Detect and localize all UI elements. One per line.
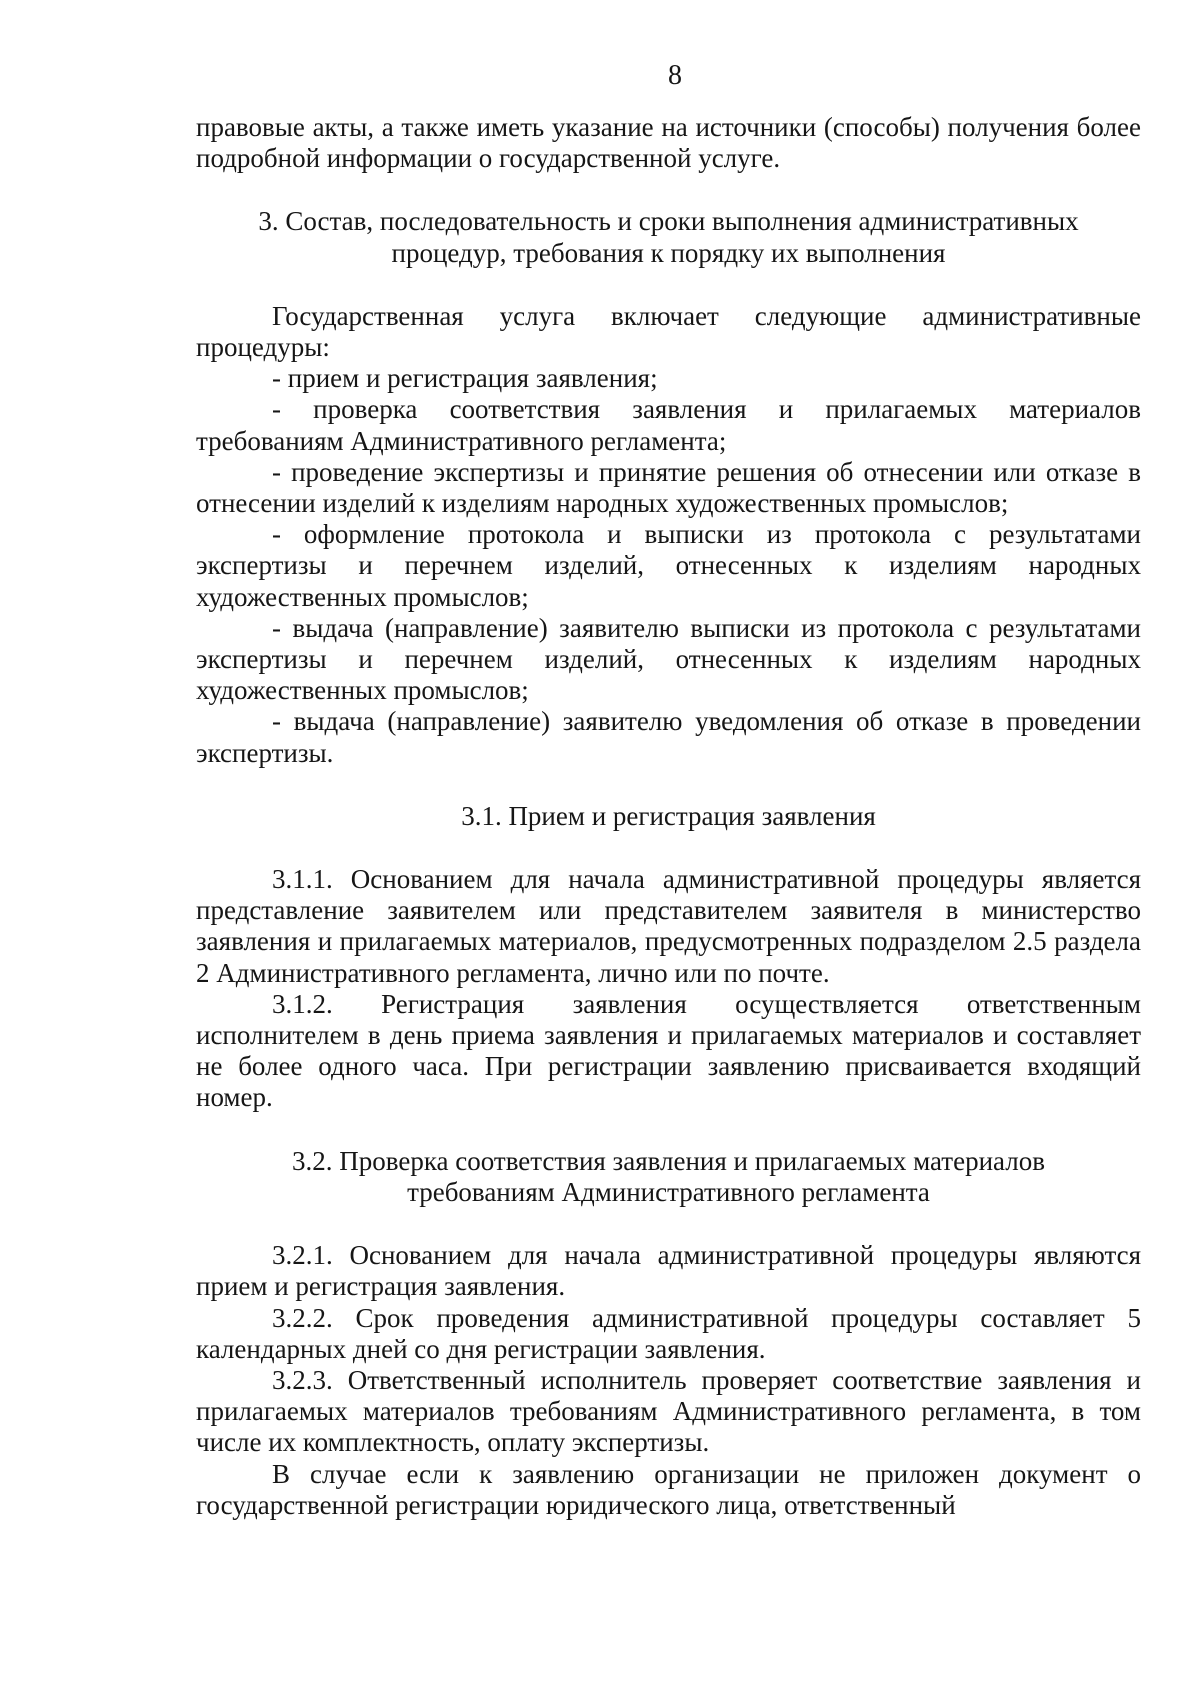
section-3-heading-line-1: 3. Состав, последовательность и сроки выполнения административных: [258, 206, 1079, 237]
procedure-item: - выдача (направление) заявителю выписки из протокола с результатами экспертизы и перечнем изделий, отнесенных к изделиям народных художественных промыслов;: [196, 612, 1141, 706]
intro-paragraph: правовые акты, а также иметь указание на источники (способы) получения более подробной информации о государственной услуге.: [196, 112, 1141, 174]
page-number: 8: [668, 60, 682, 91]
section-3-1-heading: 3.1. Прием и регистрация заявления: [461, 800, 876, 831]
section-3-2-paragraph: В случае если к заявлению организации не приложен документ о государственной регистрации юридического лица, ответственный: [196, 1458, 1141, 1520]
section-3-2-paragraph: 3.2.3. Ответственный исполнитель проверяет соответствие заявления и прилагаемых материалов требованиям Административного регламента, в том числе их комплектность, оплату экспертизы.: [196, 1364, 1141, 1458]
procedure-item: - оформление протокола и выписки из протокола с результатами экспертизы и перечнем изделий, отнесенных к изделиям народных художественных промыслов;: [196, 519, 1141, 612]
procedure-item: - выдача (направление) заявителю уведомления об отказе в проведении экспертизы.: [196, 706, 1141, 768]
procedure-item: - проведение экспертизы и принятие решения об отнесении или отказе в отнесении изделий к изделиям народных художественных промыслов;: [196, 456, 1141, 519]
procedure-item: - проверка соответствия заявления и прилагаемых материалов требованиям Административного регламента;: [196, 394, 1141, 456]
section-3-lead: Государственная услуга включает следующие административные процедуры:: [196, 300, 1141, 363]
document-body: [196, 112, 1141, 1521]
section-3-1-paragraph: 3.1.2. Регистрация заявления осуществляется ответственным исполнителем в день приема заявления и прилагаемых материалов и составляет не более одного часа. При регистрации заявлению присваивается входящий номер.: [196, 988, 1141, 1113]
section-3-2-heading-line-2: требованиям Административного регламента: [407, 1176, 930, 1207]
section-3-2-heading-line-1: 3.2. Проверка соответствия заявления и прилагаемых материалов: [292, 1145, 1045, 1176]
procedure-item: - прием и регистрация заявления;: [272, 363, 658, 394]
section-3-1-paragraph: 3.1.1. Основанием для начала административной процедуры является представление заявителем или представителем заявителя в министерство заявления и прилагаемых материалов, предусмотренных подразделом 2.5 раздела 2 Административного регламента, лично или по почте.: [196, 864, 1141, 988]
section-3-2-paragraph: 3.2.1. Основанием для начала административной процедуры являются прием и регистрация заявления.: [196, 1240, 1141, 1302]
section-3-heading-line-2: процедур, требования к порядку их выполнения: [391, 237, 946, 268]
section-3-2-paragraph: 3.2.2. Срок проведения административной процедуры составляет 5 календарных дней со дня регистрации заявления.: [196, 1302, 1141, 1364]
